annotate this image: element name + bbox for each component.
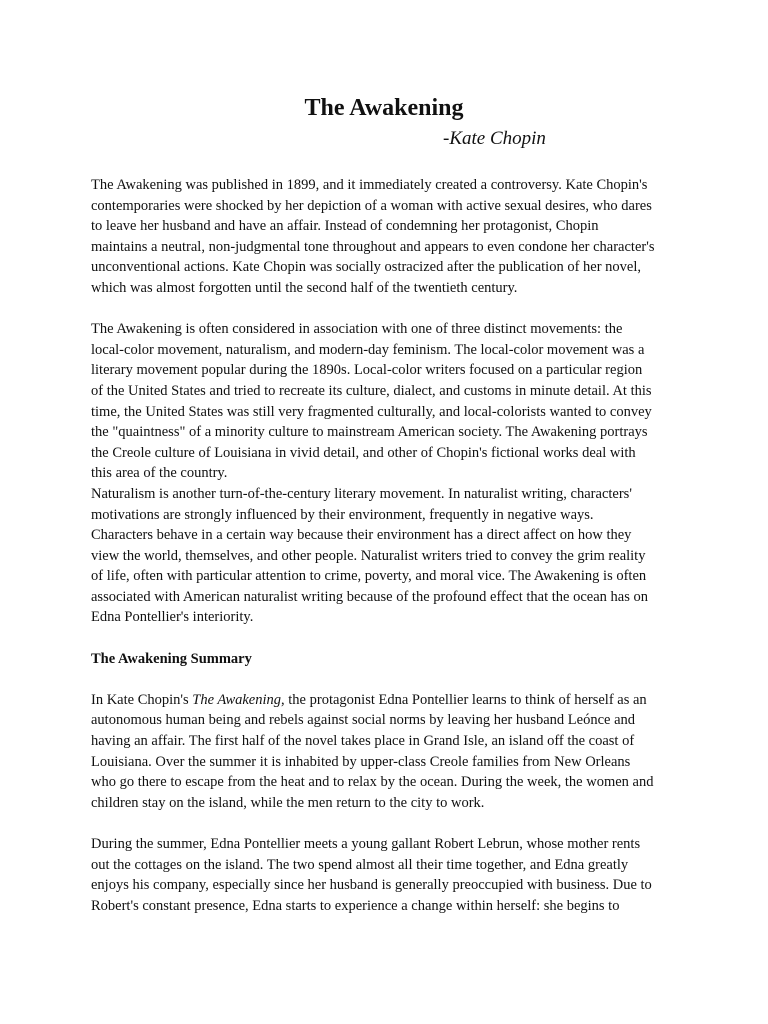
text-line: out the cottages on the island. The two spend almost all their time together, and Edna greatly [91, 856, 629, 873]
paragraph-summary-intro [91, 690, 691, 814]
text-line: literary movement popular during the 1890s. Local-color writers focused on a particular region [91, 362, 643, 379]
paragraph-publication [91, 175, 691, 299]
text-line: view the world, themselves, and other people. Naturalist writers tried to convey the grim reality [91, 547, 646, 564]
text-line: associated with American naturalist writing because of the profound effect that the ocean has on [91, 588, 648, 605]
text-line: who go there to escape from the heat and to relax by the ocean. During the week, the women and [91, 774, 654, 791]
document-title: The Awakening [304, 95, 464, 121]
text-line: Naturalism is another turn-of-the-century literary movement. In naturalist writing, characters' [91, 485, 632, 502]
paragraph-summary-robert [91, 834, 691, 916]
text-line: children stay on the island, while the men return to the city to work. [91, 794, 485, 811]
text-line: to leave her husband and have an affair. Instead of condemning her protagonist, Chopin [91, 218, 599, 235]
text-line: of the United States and tried to recreate its culture, dialect, and customs in minute detail. At this [91, 382, 652, 399]
text-line: contemporaries were shocked by her depiction of a woman with active sexual desires, who dares [91, 197, 652, 214]
text-line: motivations are strongly influenced by their environment, frequently in negative ways. [91, 506, 594, 523]
text-line: the "quaintness" of a minority culture to mainstream American society. The Awakening portrays [91, 424, 648, 441]
text-line: the Creole culture of Louisiana in vivid detail, and other of Chopin's fictional works deal with [91, 444, 636, 461]
text-line: enjoys his company, especially since her husband is generally preoccupied with business. Due to [91, 877, 652, 894]
text-line: having an affair. The first half of the novel takes place in Grand Isle, an island off the coast of [91, 733, 635, 750]
text-run: In Kate Chopin's [91, 691, 193, 708]
text-line: time, the United States was still very fragmented culturally, and local-colorists wanted to convey [91, 403, 652, 420]
book-title-italic: The Awakening [192, 691, 282, 708]
paragraph-movements [91, 319, 691, 484]
text-line: unconventional actions. Kate Chopin was socially ostracized after the publication of her novel, [91, 259, 642, 276]
text-line: local-color movement, naturalism, and modern-day feminism. The local-color movement was a [91, 341, 645, 358]
text-line: During the summer, Edna Pontellier meets a young gallant Robert Lebrun, whose mother rents [91, 836, 641, 852]
text-line: Edna Pontellier's interiority. [91, 609, 254, 626]
document-body [91, 175, 691, 916]
text-line: Louisiana. Over the summer it is inhabited by upper-class Creole families from New Orleans [91, 753, 631, 770]
paragraph-naturalism [91, 484, 691, 628]
text-line: The Awakening was published in 1899, and it immediately created a controversy. Kate Chopin's [91, 177, 648, 193]
text-line: which was almost forgotten until the second half of the twentieth century. [91, 279, 518, 296]
text-line: The Awakening is often considered in association with one of three distinct movements: the [91, 321, 623, 338]
text-line: this area of the country. [91, 465, 228, 482]
text-line [91, 690, 691, 711]
text-line: maintains a neutral, non-judgmental tone throughout and appears to even condone her character's [91, 238, 655, 255]
section-heading: The Awakening Summary [91, 650, 252, 667]
document-author: -Kate Chopin [443, 128, 546, 149]
text-line: Characters behave in a certain way because their environment has a direct affect on how they [91, 527, 632, 544]
text-line: autonomous human being and rebels against social norms by leaving her husband Leónce and [91, 712, 636, 729]
text-line: of life, often with particular attention to crime, poverty, and moral vice. The Awakening is often [91, 568, 647, 585]
text-line: Robert's constant presence, Edna starts to experience a change within herself: she begins to [91, 897, 620, 914]
text-run: , the protagonist Edna Pontellier learns to think of herself as an [281, 691, 647, 708]
